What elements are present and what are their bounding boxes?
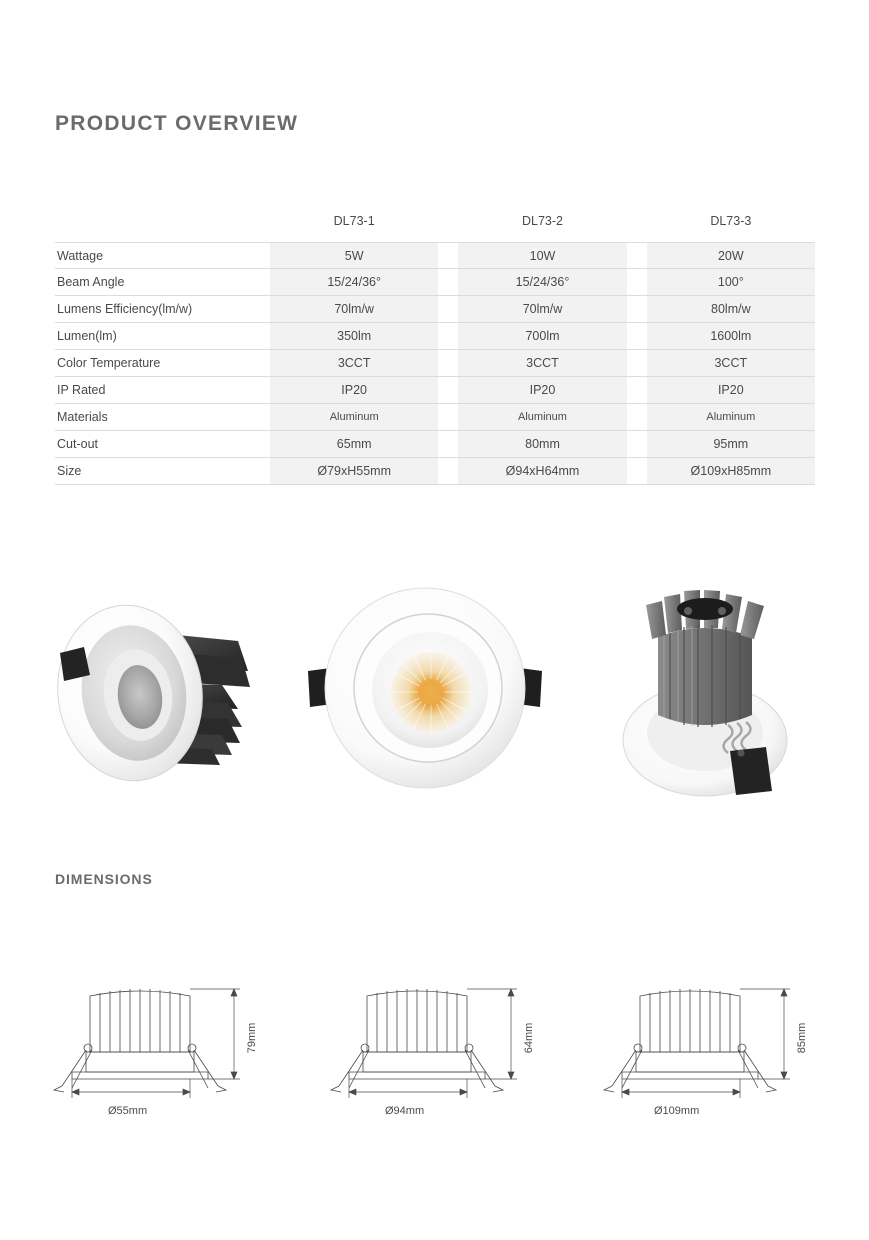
fixture-outline	[72, 989, 208, 1079]
column-gap	[627, 296, 647, 322]
spec-cell-value: Aluminum	[458, 404, 626, 430]
spec-row-label: Lumen(lm)	[57, 329, 117, 343]
height-dimension-line	[740, 989, 790, 1079]
column-gap	[627, 404, 647, 430]
dimension-drawings	[0, 980, 869, 1125]
column-gap	[627, 431, 647, 457]
heatsink-body	[646, 590, 764, 727]
spec-cell-value: 70lm/w	[270, 296, 438, 322]
product-photo-angled	[42, 575, 292, 810]
spec-cell-value: 1600lm	[647, 323, 815, 349]
column-gap	[627, 377, 647, 403]
spec-cell-value: 3CCT	[647, 350, 815, 376]
spec-cell-value: 100°	[647, 269, 815, 295]
column-gap	[627, 323, 647, 349]
spec-cell-value: 700lm	[458, 323, 626, 349]
spec-cell-value: Ø94xH64mm	[458, 458, 626, 484]
dimension-drawing-dl73-3	[598, 980, 863, 1125]
spec-cell-value: 3CCT	[458, 350, 626, 376]
column-gap	[438, 431, 458, 457]
table-row	[55, 377, 815, 404]
spec-cell-value: 3CCT	[270, 350, 438, 376]
spec-table-header-row	[55, 200, 815, 242]
column-gap	[627, 350, 647, 376]
spec-cell-value: Aluminum	[270, 404, 438, 430]
width-label: Ø109mm	[654, 1105, 700, 1117]
product-photo-gallery	[0, 575, 869, 810]
column-gap	[438, 404, 458, 430]
table-row	[55, 458, 815, 485]
model-header-dl73-1: DL73-1	[333, 214, 375, 228]
height-label: 64mm	[523, 1022, 535, 1054]
spec-table-body	[55, 242, 815, 485]
column-gap	[438, 296, 458, 322]
spec-row-label: Lumens Efficiency(lm/w)	[57, 302, 193, 316]
technical-drawing-icon	[48, 980, 313, 1125]
height-label: 79mm	[246, 1022, 258, 1054]
product-photo-rear	[600, 575, 840, 810]
spec-cell-value: IP20	[647, 377, 815, 403]
height-label: 85mm	[796, 1022, 808, 1054]
column-gap	[438, 269, 458, 295]
column-gap	[438, 323, 458, 349]
column-gap	[627, 458, 647, 484]
spec-row-label: Wattage	[57, 248, 104, 263]
clip-hole	[738, 750, 745, 757]
product-photo-front	[290, 575, 560, 810]
column-gap	[438, 243, 458, 268]
column-gap	[438, 458, 458, 484]
dimension-drawing-dl73-2	[325, 980, 590, 1125]
spec-row-label: Beam Angle	[57, 275, 125, 289]
column-gap	[438, 350, 458, 376]
technical-drawing-icon	[325, 980, 590, 1125]
spec-cell-value: 70lm/w	[458, 296, 626, 322]
column-gap	[627, 269, 647, 295]
spec-cell-value: Ø109xH85mm	[647, 458, 815, 484]
spec-cell-value: 15/24/36°	[270, 269, 438, 295]
spec-cell-value: 65mm	[270, 431, 438, 457]
width-label: Ø94mm	[385, 1105, 425, 1117]
spec-cell-value: IP20	[270, 377, 438, 403]
spec-cell-value: 95mm	[647, 431, 815, 457]
table-row	[55, 350, 815, 377]
column-gap	[627, 243, 647, 268]
downlight-front-view-icon	[290, 575, 560, 810]
height-dimension-line	[467, 989, 517, 1079]
spec-row-label: Cut-out	[57, 437, 98, 451]
table-row	[55, 296, 815, 323]
spec-cell-value: Aluminum	[647, 404, 815, 430]
spec-row-label: Color Temperature	[57, 356, 161, 370]
fixture-outline	[622, 989, 758, 1079]
bracket-screw	[684, 607, 692, 615]
height-dimension-line	[190, 989, 240, 1079]
width-label: Ø55mm	[108, 1105, 148, 1117]
table-row	[55, 431, 815, 458]
dimension-drawing-dl73-1	[48, 980, 313, 1125]
downlight-angled-view-icon	[42, 575, 292, 810]
width-dimension-line	[349, 1079, 467, 1098]
table-row	[55, 404, 815, 431]
spec-row-label: Materials	[57, 410, 108, 424]
spec-cell-value: 20W	[647, 243, 815, 268]
spec-cell-value: 80mm	[458, 431, 626, 457]
spec-row-label: IP Rated	[57, 383, 106, 397]
dimensions-heading: DIMENSIONS	[55, 871, 153, 887]
spec-cell-value: 80lm/w	[647, 296, 815, 322]
technical-drawing-icon	[598, 980, 863, 1125]
table-row	[55, 323, 815, 350]
spec-cell-value: 15/24/36°	[458, 269, 626, 295]
column-gap	[438, 377, 458, 403]
product-overview-heading: PRODUCT OVERVIEW	[55, 112, 299, 135]
led-hotspot	[418, 679, 444, 705]
clip-blade	[730, 747, 772, 795]
spec-cell-value: IP20	[458, 377, 626, 403]
table-row	[55, 269, 815, 296]
spec-row-label: Size	[57, 464, 82, 478]
model-header-dl73-3: DL73-3	[710, 214, 752, 228]
spec-cell-value: 5W	[270, 243, 438, 268]
specification-table	[55, 200, 815, 485]
table-row	[55, 242, 815, 269]
width-dimension-line	[622, 1079, 740, 1098]
downlight-rear-view-icon	[600, 575, 840, 810]
width-dimension-line	[72, 1079, 190, 1098]
model-header-dl73-2: DL73-2	[521, 214, 563, 228]
spec-cell-value: Ø79xH55mm	[270, 458, 438, 484]
spec-cell-value: 10W	[458, 243, 626, 268]
spec-cell-value: 350lm	[270, 323, 438, 349]
fixture-outline	[349, 989, 485, 1079]
bracket-screw	[718, 607, 726, 615]
